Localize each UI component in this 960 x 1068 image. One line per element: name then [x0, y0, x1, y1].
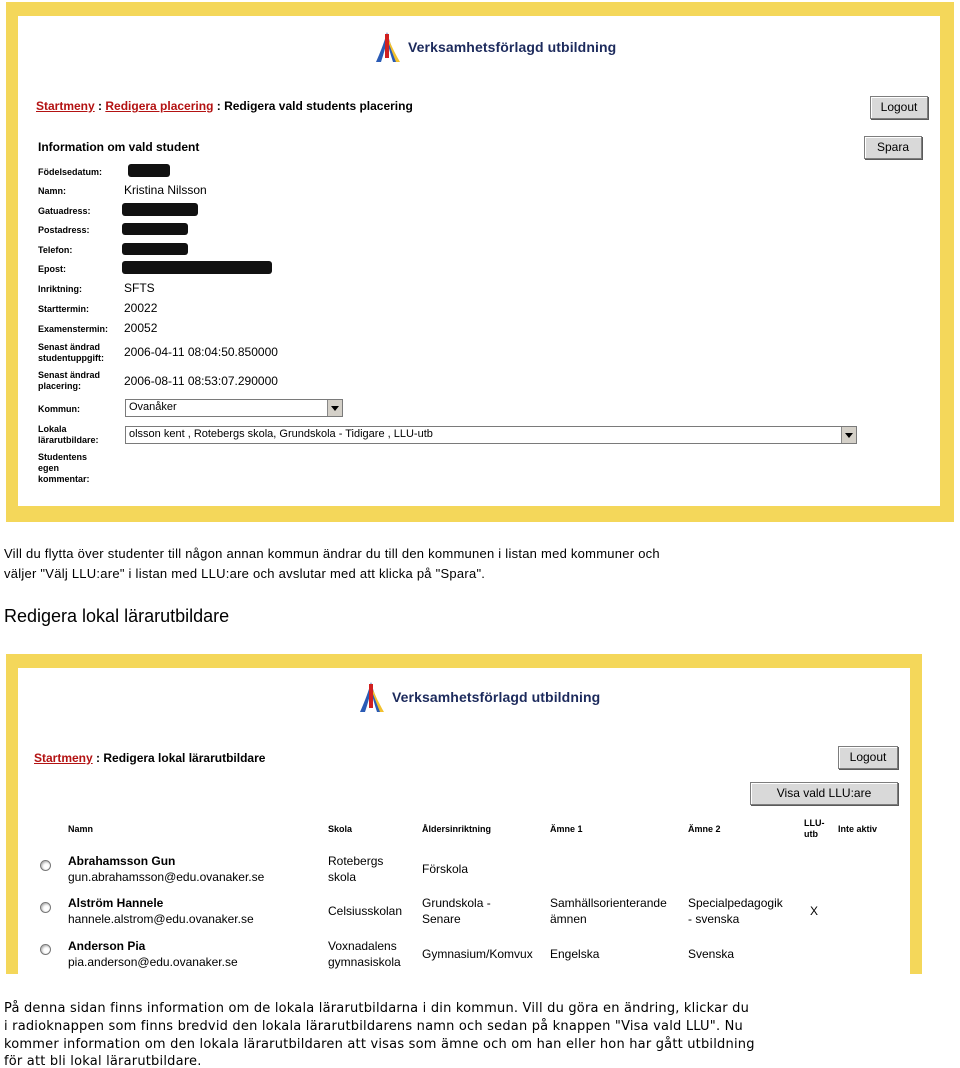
label-senast-studentuppgift: Senast ändrad studentuppgift: — [38, 342, 104, 363]
value-senast-placering: 2006-08-11 08:53:07.290000 — [124, 374, 278, 388]
label-examenstermin: Examenstermin: — [38, 324, 109, 334]
llu-list-page — [18, 668, 910, 974]
column-header-llu-utb: LLU-utb — [804, 818, 825, 839]
info-section-title: Information om vald student — [38, 140, 200, 154]
breadcrumb-separator: : — [213, 99, 225, 113]
row-age-focus: Grundskola - — [422, 896, 491, 910]
row-subject-2: Svenska — [688, 947, 735, 961]
redacted-postadress — [122, 223, 188, 235]
label-gatuadress: Gatuadress: — [38, 206, 91, 216]
label-telefon: Telefon: — [38, 245, 73, 255]
redacted-telefon — [122, 243, 188, 255]
chevron-down-icon[interactable] — [841, 427, 856, 443]
section-heading: Redigera lokal lärarutbildare — [4, 606, 230, 626]
column-header-amne2: Ämne 2 — [688, 824, 721, 834]
llu-select[interactable] — [125, 426, 857, 444]
breadcrumb-current: Redigera vald students placering — [224, 99, 413, 113]
screenshot-llu-list — [6, 654, 922, 974]
llu-select-value: olsson kent , Rotebergs skola, Grundskola - Tidigare , LLU-utb — [129, 428, 433, 440]
label-fodelsedatum: Födelsedatum: — [38, 167, 103, 177]
column-header-amne1: Ämne 1 — [550, 824, 583, 834]
value-namn: Kristina Nilsson — [124, 183, 207, 197]
description-line: kommer information om den lokala lärarutbildaren att visas som ämne och om han eller hon har gått utbildning — [4, 1037, 755, 1052]
breadcrumb — [36, 99, 413, 113]
row-school: Rotebergs — [328, 854, 384, 868]
column-header-aldersinriktning: Åldersinriktning — [422, 824, 492, 834]
row-radio-button[interactable] — [40, 860, 51, 871]
row-email: pia.anderson@edu.ovanaker.se — [68, 955, 238, 969]
brand-name: Verksamhetsförlagd utbildning — [392, 689, 601, 705]
label-senast-placering: Senast ändrad placering: — [38, 370, 101, 391]
redacted-epost — [122, 261, 272, 274]
row-radio-button[interactable] — [40, 902, 51, 913]
label-namn: Namn: — [38, 186, 67, 196]
column-header-namn: Namn — [68, 824, 94, 834]
value-senast-studentuppgift: 2006-04-11 08:04:50.850000 — [124, 345, 278, 359]
label-studentens-kommentar: Studentens egen kommentar: — [38, 452, 90, 484]
value-examenstermin: 20052 — [124, 321, 158, 335]
logout-button[interactable]: Logout — [870, 96, 928, 119]
row-name: Anderson Pia — [68, 939, 146, 953]
logo-mark-icon — [356, 680, 386, 714]
breadcrumb-link-redigera-placering[interactable]: Redigera placering — [105, 99, 214, 113]
value-starttermin: 20022 — [124, 301, 158, 315]
label-epost: Epost: — [38, 264, 66, 274]
row-email: gun.abrahamsson@edu.ovanaker.se — [68, 870, 265, 884]
placement-page — [18, 16, 940, 506]
brand-logo — [372, 30, 616, 64]
instruction-line: väljer "Välj LLU:are" i listan med LLU:are och avslutar med att klicka på "Spara". — [4, 566, 486, 581]
row-age-focus: Senare — [422, 912, 461, 926]
row-school: skola — [328, 870, 357, 884]
row-email: hannele.alstrom@edu.ovanaker.se — [68, 912, 254, 926]
redacted-gatuadress — [122, 203, 198, 216]
breadcrumb-separator: : — [94, 99, 106, 113]
row-age-focus: Förskola — [422, 862, 469, 876]
row-name: Alström Hannele — [68, 896, 164, 910]
row-subject-1: ämnen — [550, 912, 587, 926]
label-kommun: Kommun: — [38, 404, 80, 414]
instruction-line: Vill du flytta över studenter till någon annan kommun ändrar du till den kommunen i listan med kommuner och — [4, 546, 660, 561]
row-radio-button[interactable] — [40, 944, 51, 955]
column-header-inte-aktiv: Inte aktiv — [838, 824, 878, 834]
breadcrumb-link-startmeny[interactable]: Startmeny — [34, 751, 93, 765]
breadcrumb-link-startmeny[interactable]: Startmeny — [36, 99, 95, 113]
row-age-focus: Gymnasium/Komvux — [422, 947, 533, 961]
breadcrumb-separator: : — [92, 751, 104, 765]
brand-name: Verksamhetsförlagd utbildning — [408, 39, 617, 55]
label-starttermin: Starttermin: — [38, 304, 90, 314]
brand-logo — [356, 680, 600, 714]
logout-button[interactable]: Logout — [838, 746, 898, 769]
chevron-down-icon[interactable] — [327, 400, 342, 416]
breadcrumb-current: Redigera lokal lärarutbildare — [103, 751, 266, 765]
row-subject-2: - svenska — [688, 912, 740, 926]
row-llu-utb-mark: X — [810, 904, 819, 918]
screenshot-placement — [6, 2, 954, 522]
save-button[interactable]: Spara — [864, 136, 922, 159]
row-school: Celsiusskolan — [328, 904, 403, 918]
label-postadress: Postadress: — [38, 225, 90, 235]
row-school: Voxnadalens — [328, 939, 397, 953]
row-name: Abrahamsson Gun — [68, 854, 176, 868]
row-subject-1: Samhällsorienterande — [550, 896, 667, 910]
column-header-skola: Skola — [328, 824, 353, 834]
row-school: gymnasiskola — [328, 955, 401, 969]
logo-mark-icon — [372, 30, 402, 64]
redacted-fodelsedatum — [128, 164, 170, 177]
description-line: för att bli lokal lärarutbildare. — [4, 1054, 202, 1068]
label-lokala-lararutbildare: Lokala lärarutbildare: — [38, 424, 99, 445]
description-line: i radioknappen som finns bredvid den lokala lärarutbildarens namn och sedan på knappen "Visa vald LLU". Nu — [4, 1019, 743, 1034]
row-subject-2: Specialpedagogik — [688, 896, 783, 910]
breadcrumb — [34, 751, 265, 765]
description-line: På denna sidan finns information om de lokala lärarutbildarna i din kommun. Vill du göra en ändring, klickar du — [4, 1001, 750, 1016]
show-selected-llu-button[interactable]: Visa vald LLU:are — [750, 782, 898, 805]
kommun-select[interactable] — [125, 399, 343, 417]
kommun-select-value: Ovanåker — [129, 401, 177, 413]
row-subject-1: Engelska — [550, 947, 600, 961]
label-inriktning: Inriktning: — [38, 284, 82, 294]
value-inriktning: SFTS — [124, 281, 155, 295]
